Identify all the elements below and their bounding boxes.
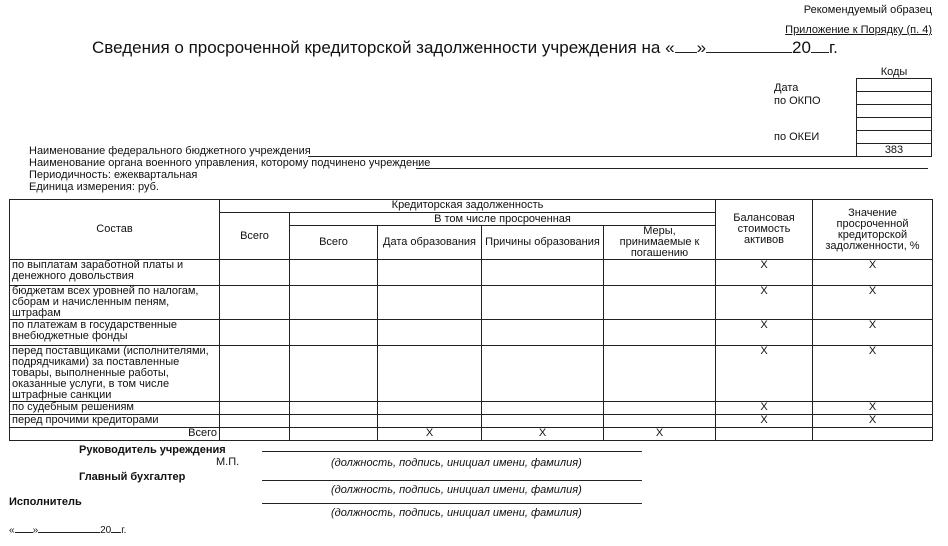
cell-total[interactable] <box>220 402 290 415</box>
cell-overdue-total[interactable] <box>290 286 378 320</box>
header-formation-reasons: Причины образования <box>482 226 604 260</box>
cell-balance: X <box>716 320 813 346</box>
okpo-label: по ОКПО <box>774 95 821 107</box>
unit-label: Единица измерения: руб. <box>29 181 159 193</box>
cell-measures[interactable] <box>604 260 716 286</box>
cell-overdue-total[interactable] <box>290 320 378 346</box>
cell-reasons[interactable] <box>482 415 604 428</box>
codes-table <box>856 66 932 157</box>
authority-name-label: Наименование органа военного управления, которому подчинено учреждение <box>29 157 431 169</box>
cell-reasons[interactable] <box>482 402 604 415</box>
header-creditor-debt: Кредиторская задолженность <box>220 200 716 213</box>
cell-date[interactable] <box>378 346 482 402</box>
signature-date: « » 20 г. <box>9 525 127 536</box>
head-signature-hint: (должность, подпись, инициал имени, фамилия) <box>331 457 582 469</box>
cell-overdue-total[interactable] <box>290 260 378 286</box>
executor-signature-line[interactable] <box>262 503 642 504</box>
blank-code-cell-1[interactable] <box>857 105 932 118</box>
cell-reasons[interactable] <box>482 346 604 402</box>
cell-percent: X <box>813 286 933 320</box>
cell-overdue-total[interactable] <box>290 402 378 415</box>
recommended-sample-label: Рекомендуемый образец <box>803 4 932 16</box>
header-overdue-percent: Значение просроченной кредиторской задолженности, % <box>813 200 933 260</box>
overdue-debt-table <box>9 199 933 441</box>
cell-percent: X <box>813 415 933 428</box>
cell-date[interactable] <box>378 402 482 415</box>
cell-balance: X <box>716 415 813 428</box>
cell-measures[interactable] <box>604 402 716 415</box>
cell-date[interactable] <box>378 320 482 346</box>
total-cell-measures: X <box>604 428 716 441</box>
header-balance-value: Балансовая стоимость активов <box>716 200 813 260</box>
cell-overdue-total[interactable] <box>290 346 378 402</box>
accountant-signature-line[interactable] <box>262 480 642 481</box>
cell-date[interactable] <box>378 286 482 320</box>
institution-name-label: Наименование федерального бюджетного учреждения <box>29 145 311 157</box>
header-repayment-measures: Меры, принимаемые к погашению <box>604 226 716 260</box>
header-total: Всего <box>220 213 290 260</box>
total-cell-balance[interactable] <box>716 428 813 441</box>
cell-balance: X <box>716 286 813 320</box>
header-formation-date: Дата образования <box>378 226 482 260</box>
periodicity-label: Периодичность: ежеквартальная <box>29 169 198 181</box>
total-cell-total[interactable] <box>220 428 290 441</box>
cell-total[interactable] <box>220 320 290 346</box>
cell-total[interactable] <box>220 286 290 320</box>
row-label: по платежам в государственные внебюджетные фонды <box>10 320 220 346</box>
day-field[interactable] <box>15 523 33 533</box>
cell-balance: X <box>716 346 813 402</box>
cell-measures[interactable] <box>604 415 716 428</box>
cell-measures[interactable] <box>604 346 716 402</box>
document-title: Сведения о просроченной кредиторской задолженности учреждения на « » 20 г. <box>92 38 838 57</box>
executor-label: Исполнитель <box>9 496 82 508</box>
header-composition: Состав <box>10 200 220 260</box>
date-label: Дата <box>774 82 799 94</box>
cell-date[interactable] <box>378 415 482 428</box>
cell-overdue-total[interactable] <box>290 415 378 428</box>
blank-code-cell-3[interactable] <box>857 131 932 144</box>
cell-reasons[interactable] <box>482 260 604 286</box>
row-label: по выплатам заработной платы и денежного довольствия <box>10 260 220 286</box>
accountant-signature-hint: (должность, подпись, инициал имени, фамилия) <box>331 484 582 496</box>
head-signature-line[interactable] <box>262 451 642 452</box>
cell-total[interactable] <box>220 415 290 428</box>
okei-code-cell: 383 <box>857 144 932 157</box>
month-field[interactable] <box>38 523 100 533</box>
executor-signature-hint: (должность, подпись, инициал имени, фамилия) <box>331 507 582 519</box>
cell-percent: X <box>813 402 933 415</box>
cell-percent: X <box>813 320 933 346</box>
row-label: бюджетам всех уровней по налогам, сборам и начисленным пеням, штрафам <box>10 286 220 320</box>
cell-date[interactable] <box>378 260 482 286</box>
date-code-cell[interactable] <box>857 79 932 92</box>
head-of-institution-label: Руководитель учреждения <box>79 444 226 456</box>
chief-accountant-label: Главный бухгалтер <box>79 471 186 483</box>
cell-percent: X <box>813 260 933 286</box>
total-cell-reasons: X <box>482 428 604 441</box>
cell-balance: X <box>716 260 813 286</box>
total-cell-percent[interactable] <box>813 428 933 441</box>
cell-measures[interactable] <box>604 320 716 346</box>
cell-balance: X <box>716 402 813 415</box>
authority-name-field[interactable] <box>416 168 928 169</box>
header-overdue-group: В том числе просроченная <box>290 213 716 226</box>
codes-header: Коды <box>857 66 932 79</box>
cell-reasons[interactable] <box>482 286 604 320</box>
appendix-label: Приложение к Порядку (п. 4) <box>785 24 932 36</box>
cell-percent: X <box>813 346 933 402</box>
total-row-label: Всего <box>10 428 220 441</box>
okei-label: по ОКЕИ <box>774 131 820 143</box>
header-overdue-total: Всего <box>290 226 378 260</box>
stamp-mp-label: М.П. <box>216 456 240 468</box>
cell-total[interactable] <box>220 346 290 402</box>
total-cell-overdue-total[interactable] <box>290 428 378 441</box>
year-field[interactable] <box>111 523 121 533</box>
row-label: по судебным решениям <box>10 402 220 415</box>
blank-code-cell-2[interactable] <box>857 118 932 131</box>
total-cell-date: X <box>378 428 482 441</box>
cell-reasons[interactable] <box>482 320 604 346</box>
cell-measures[interactable] <box>604 286 716 320</box>
row-label: перед поставщиками (исполнителями, подрядчиками) за поставленные товары, выполненные работы, оказанные услуги, в том числе штрафные санкции <box>10 346 220 402</box>
row-label: перед прочими кредиторами <box>10 415 220 428</box>
cell-total[interactable] <box>220 260 290 286</box>
okpo-code-cell[interactable] <box>857 92 932 105</box>
